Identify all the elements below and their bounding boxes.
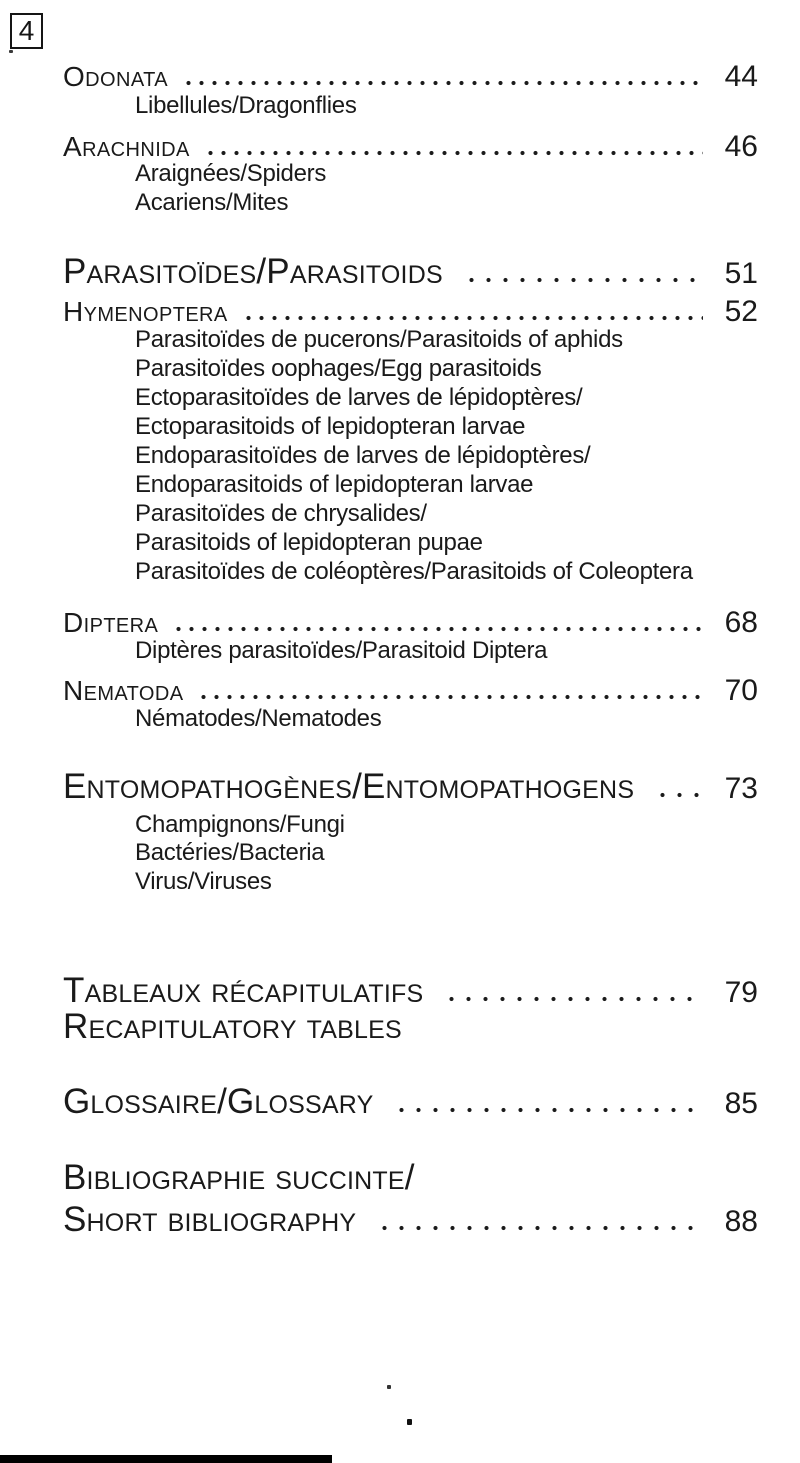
toc-subentry-label: Araignées/Spiders xyxy=(135,160,327,187)
dot-leader xyxy=(201,694,703,700)
toc-subentry-label: Ectoparasitoïdes de larves de lépidoptères/ xyxy=(135,384,583,411)
page-ref: 44 xyxy=(724,60,758,93)
toc-row-glossary xyxy=(63,1082,758,1121)
page-ref: 46 xyxy=(724,130,758,163)
toc-subentry xyxy=(135,443,758,470)
toc-subentry xyxy=(135,706,758,733)
toc-subentry-label: Champignons/Fungi xyxy=(135,811,345,838)
toc-subentry-label: Virus/Viruses xyxy=(135,868,272,895)
scan-speck xyxy=(407,1419,412,1425)
dot-leader xyxy=(469,277,703,283)
page-number-box xyxy=(10,13,43,49)
toc-section-label: Bibliographie succinte/ xyxy=(63,1158,415,1197)
toc-subentry-label: Ectoparasitoids of lepidopteran larvae xyxy=(135,413,526,440)
toc-subentry xyxy=(135,501,758,528)
page-ref: 52 xyxy=(724,295,758,328)
toc-row-odonata xyxy=(63,60,758,94)
toc-entry-label: Odonata xyxy=(63,61,168,92)
toc-entry-label: Hymenoptera xyxy=(63,296,228,327)
toc-row-entomopathogens xyxy=(63,767,758,806)
dot-leader xyxy=(660,792,703,798)
toc-section-label: Short bibliography xyxy=(63,1200,357,1239)
toc-row-recap-tables-fr xyxy=(63,971,758,1010)
toc-subentry xyxy=(135,356,758,383)
toc-section-label: Glossaire/Glossary xyxy=(63,1082,374,1121)
toc-subentry xyxy=(135,190,758,217)
toc-subentry xyxy=(135,559,758,586)
toc-subentry xyxy=(135,869,758,896)
dot-leader xyxy=(449,996,703,1002)
page-ref: 85 xyxy=(724,1087,758,1120)
toc-entry-label: Nematoda xyxy=(63,675,184,706)
toc-subentry-label: Bactéries/Bacteria xyxy=(135,839,325,866)
toc-subentry xyxy=(135,638,758,665)
toc-subentry xyxy=(135,472,758,499)
dot-leader xyxy=(246,315,703,321)
toc-subentry-label: Parasitoids of lepidopteran pupae xyxy=(135,529,483,556)
page-ref: 79 xyxy=(724,976,758,1009)
toc-row-diptera xyxy=(63,606,758,640)
toc-subentry-label: Acariens/Mites xyxy=(135,189,289,216)
page-ref: 88 xyxy=(724,1205,758,1238)
toc-subentry xyxy=(135,840,758,867)
dot-leader xyxy=(399,1107,703,1113)
toc-row-bibliography-fr xyxy=(63,1158,758,1197)
toc-subentry xyxy=(135,385,758,412)
toc-section-label: Recapitulatory tables xyxy=(63,1007,402,1046)
toc-subentry xyxy=(135,93,758,120)
dot-leader xyxy=(176,626,703,632)
toc-subentry xyxy=(135,327,758,354)
toc-section-label: Parasitoïdes/Parasitoids xyxy=(63,252,443,291)
page-ref: 73 xyxy=(724,772,758,805)
toc-row-parasitoids xyxy=(63,252,758,291)
toc-subentry-label: Parasitoïdes de pucerons/Parasitoids of aphids xyxy=(135,326,623,353)
toc-subentry xyxy=(135,414,758,441)
toc-subentry-label: Parasitoïdes oophages/Egg parasitoids xyxy=(135,355,542,382)
toc-subentry xyxy=(135,530,758,557)
toc-subentry-label: Endoparasitoïdes de larves de lépidoptères/ xyxy=(135,442,591,469)
toc-subentry-label: Endoparasitoids of lepidopteran larvae xyxy=(135,471,534,498)
toc-row-bibliography-en xyxy=(63,1200,758,1239)
toc-row-recap-tables-en xyxy=(63,1007,758,1046)
scan-speck xyxy=(387,1385,391,1389)
toc-row-hymenoptera xyxy=(63,295,758,329)
toc-section-label: Tableaux récapitulatifs xyxy=(63,971,424,1010)
toc-row-arachnida xyxy=(63,130,758,164)
scan-edge-artifact-bar xyxy=(0,1455,332,1463)
toc-subentry-label: Nématodes/Nematodes xyxy=(135,705,382,732)
page-ref: 51 xyxy=(724,257,758,290)
toc-entry-label: Arachnida xyxy=(63,131,190,162)
toc-subentry-label: Libellules/Dragonflies xyxy=(135,92,357,119)
dot-leader xyxy=(186,80,703,86)
toc-entry-label: Diptera xyxy=(63,607,159,638)
toc-subentry xyxy=(135,161,758,188)
dot-leader xyxy=(382,1225,703,1231)
page-ref: 68 xyxy=(724,606,758,639)
toc-row-nematoda xyxy=(63,674,758,708)
toc-section-label: Entomopathogènes/Entomopathogens xyxy=(63,767,635,806)
toc-subentry-label: Parasitoïdes de coléoptères/Parasitoids of Coleoptera xyxy=(135,558,693,585)
toc-subentry-label: Parasitoïdes de chrysalides/ xyxy=(135,500,427,527)
dot-leader xyxy=(208,150,703,156)
scan-speck xyxy=(9,50,13,53)
toc-subentry xyxy=(135,812,758,839)
page-number: 4 xyxy=(18,15,35,46)
page-ref: 70 xyxy=(724,674,758,707)
toc-subentry-label: Diptères parasitoïdes/Parasitoid Diptera xyxy=(135,637,548,664)
